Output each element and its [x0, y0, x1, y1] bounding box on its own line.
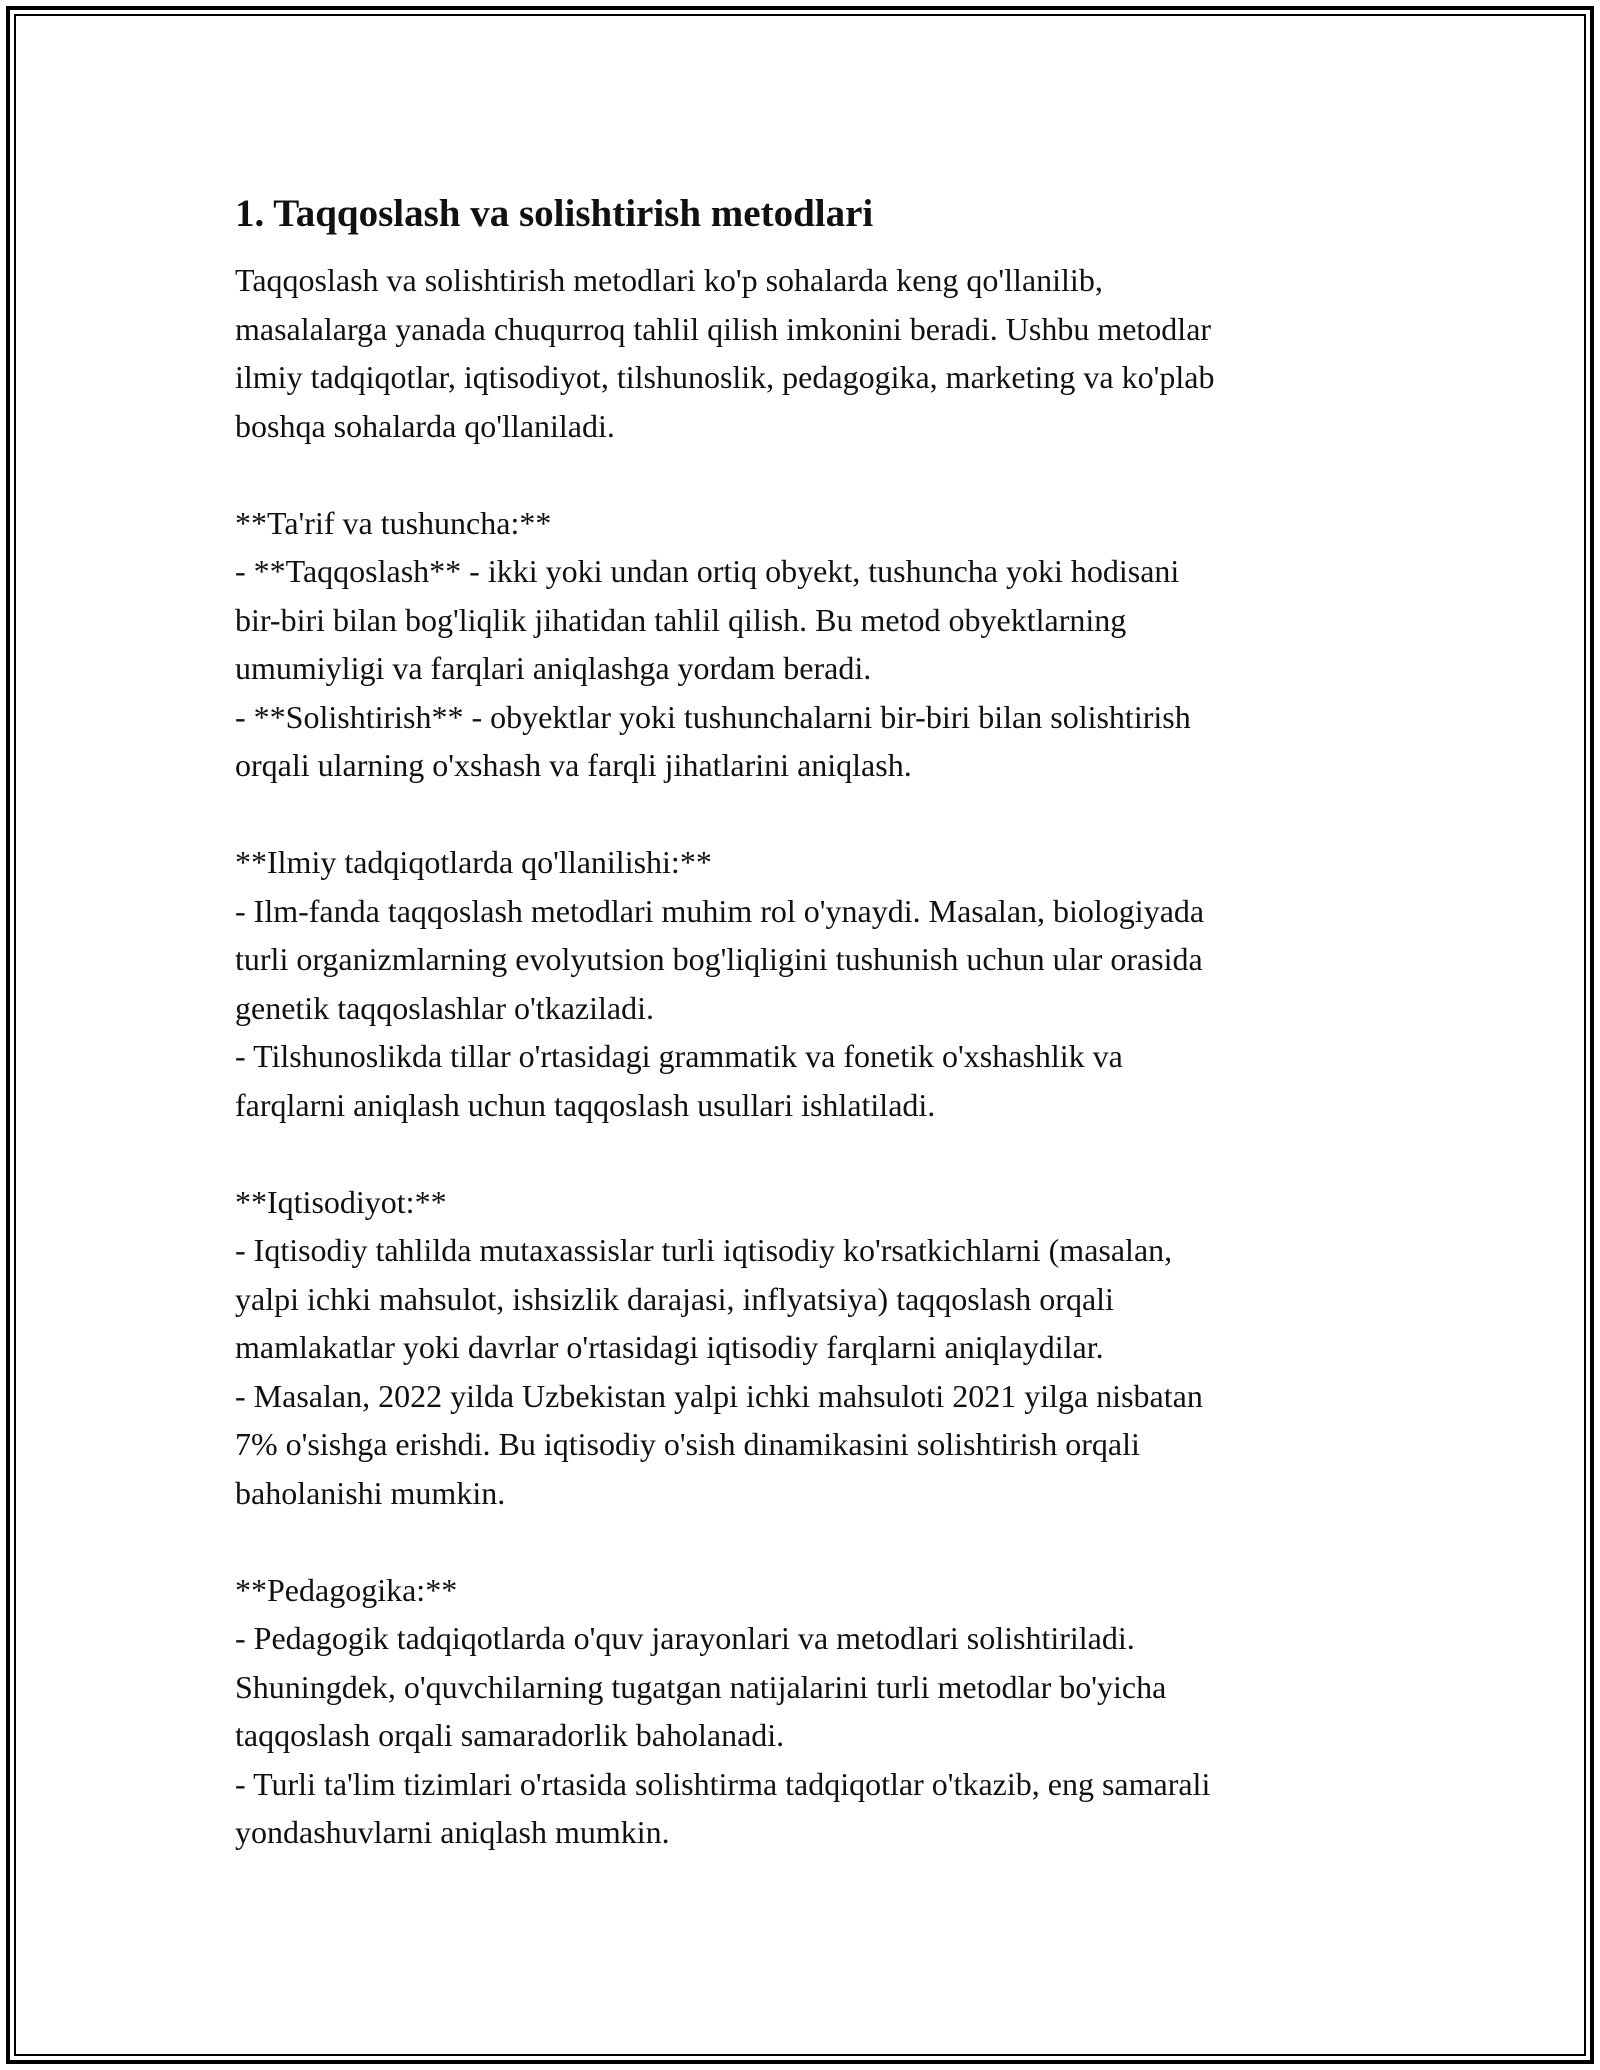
- paragraph-intro: [235, 256, 1375, 450]
- document-title: 1. Taqqoslash va solishtirish metodlari: [235, 192, 874, 235]
- text-line: genetik taqqoslashlar o'tkaziladi.: [235, 989, 654, 1026]
- section-scientific-research: [235, 838, 1375, 1129]
- section-heading: **Ta'rif va tushuncha:**: [235, 504, 552, 541]
- text-line: Shuningdek, o'quvchilarning tugatgan natijalarini turli metodlar bo'yicha: [235, 1668, 1167, 1705]
- text-line: - **Taqqoslash** - ikki yoki undan ortiq obyekt, tushuncha yoki hodisani: [235, 553, 1180, 589]
- text-line: farqlarni aniqlash uchun taqqoslash usullari ishlatiladi.: [235, 1086, 936, 1123]
- text-line: - **Solishtirish** - obyektlar yoki tushunchalarni bir-biri bilan solishtirish: [235, 698, 1191, 735]
- paragraph-gap: [235, 790, 1375, 839]
- section-heading: **Pedagogika:**: [235, 1571, 458, 1608]
- section-definitions: [235, 499, 1375, 790]
- text-line: yalpi ichki mahsulot, ishsizlik darajasi, inflyatsiya) taqqoslash orqali: [235, 1280, 1114, 1317]
- section-heading: **Ilmiy tadqiqotlarda qo'llanilishi:**: [235, 844, 712, 880]
- text-line: mamlakatlar yoki davrlar o'rtasidagi iqtisodiy farqlarni aniqlaydilar.: [235, 1329, 1104, 1365]
- text-line: turli organizmlarning evolyutsion bog'liqligini tushunish uchun ular orasida: [235, 941, 1203, 977]
- text-line: - Iqtisodiy tahlilda mutaxassislar turli iqtisodiy ko'rsatkichlarni (masalan,: [235, 1232, 1173, 1268]
- text-line: umumiyligi va farqlari aniqlashga yordam beradi.: [235, 650, 872, 686]
- paragraph-gap: [235, 450, 1375, 499]
- text-line: boshqa sohalarda qo'llaniladi.: [235, 407, 615, 444]
- text-line: taqqoslash orqali samaradorlik baholanadi.: [235, 1717, 785, 1753]
- text-line: - Masalan, 2022 yilda Uzbekistan yalpi ichki mahsuloti 2021 yilga nisbatan: [235, 1377, 1203, 1414]
- text-line: 7% o'sishga erishdi. Bu iqtisodiy o'sish dinamikasini solishtirish orqali: [235, 1426, 1140, 1462]
- text-line: orqali ularning o'xshash va farqli jihatlarini aniqlash.: [235, 747, 912, 783]
- text-line: - Tilshunoslikda tillar o'rtasidagi grammatik va fonetik o'xshashlik va: [235, 1038, 1123, 1074]
- text-line: baholanishi mumkin.: [235, 1474, 506, 1511]
- text-line: Taqqoslash va solishtirish metodlari ko'p sohalarda keng qo'llanilib,: [235, 262, 1103, 298]
- text-line: - Turli ta'lim tizimlari o'rtasida solishtirma tadqiqotlar o'tkazib, eng samarali: [235, 1765, 1211, 1802]
- text-line: bir-biri bilan bog'liqlik jihatidan tahlil qilish. Bu metod obyektlarning: [235, 601, 1127, 638]
- text-line: - Ilm-fanda taqqoslash metodlari muhim rol o'ynaydi. Masalan, biologiyada: [235, 892, 1205, 929]
- paragraph-gap: [235, 1517, 1375, 1566]
- section-economics: [235, 1178, 1375, 1518]
- text-line: yondashuvlarni aniqlash mumkin.: [235, 1814, 670, 1850]
- paragraph-gap: [235, 1129, 1375, 1178]
- section-heading: **Iqtisodiyot:**: [235, 1183, 447, 1220]
- text-line: ilmiy tadqiqotlar, iqtisodiyot, tilshunoslik, pedagogika, marketing va ko'plab: [235, 359, 1215, 395]
- text-line: - Pedagogik tadqiqotlarda o'quv jarayonlari va metodlari solishtiriladi.: [235, 1620, 1135, 1656]
- text-line: masalalarga yanada chuqurroq tahlil qilish imkonini beradi. Ushbu metodlar: [235, 310, 1212, 347]
- document-body: [235, 186, 1375, 1857]
- section-pedagogy: [235, 1566, 1375, 1857]
